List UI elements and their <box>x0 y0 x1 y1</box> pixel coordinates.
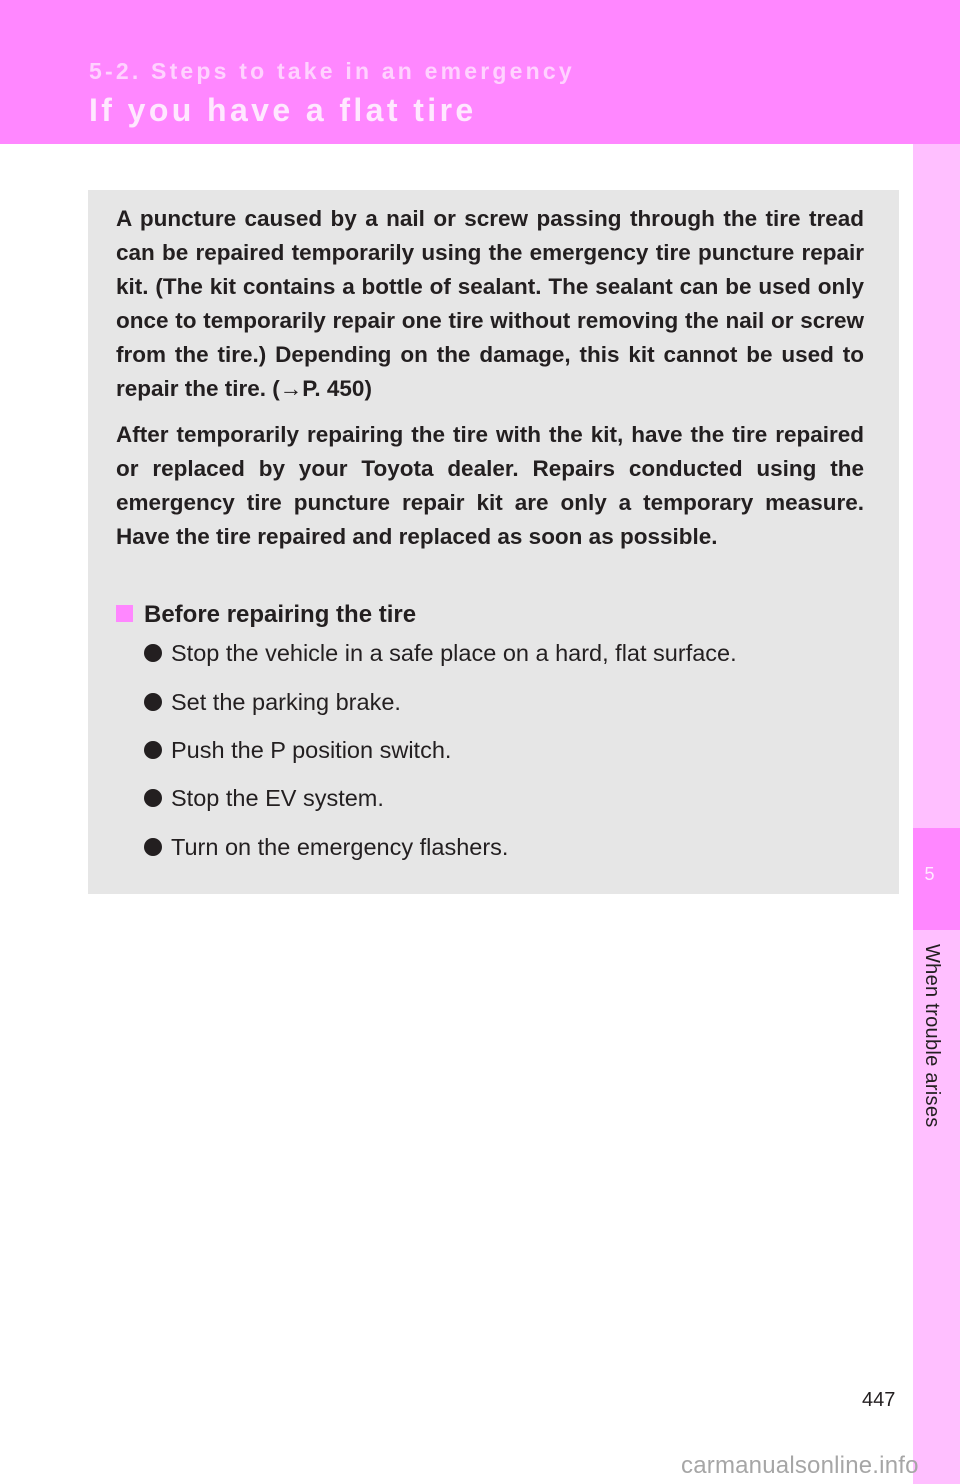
section-label: 5-2. Steps to take in an emergency <box>89 58 575 84</box>
step-item <box>144 689 401 716</box>
repair-note-paragraph: After temporarily repairing the tire with the kit, have the tire repaired or replaced by your Toyota dealer. Repairs conducted using the emergency tire puncture repair kit are only a temporary measure. Have the tire repaired and replaced as soon as possible. <box>116 422 864 549</box>
chapter-number: 5 <box>924 864 935 884</box>
step-text: Set the parking brake. <box>171 689 401 715</box>
chapter-side-tab <box>913 144 960 1484</box>
watermark: carmanualsonline.info <box>681 1452 919 1479</box>
step-item <box>144 737 451 764</box>
step-text: Turn on the emergency flashers. <box>171 834 509 860</box>
subheading-text: Before repairing the tire <box>144 601 417 628</box>
step-item <box>144 834 508 861</box>
intro-paragraph: A puncture caused by a nail or screw passing through the tire tread can be repaired temporarily using the emergency tire puncture repair kit. (The kit contains a bottle of sealant. The sealant can be used only once to temporarily repair one tire without removing the nail or screw from the tire.) Depending on the damage, this kit cannot be used to repair the tire. (→P. 450) <box>116 206 864 401</box>
square-bullet-icon <box>116 605 133 622</box>
bullet-dot-icon <box>144 693 162 711</box>
step-text: Stop the vehicle in a safe place on a hard, flat surface. <box>171 640 737 666</box>
step-item <box>144 785 384 812</box>
step-text: Push the P position switch. <box>171 737 452 763</box>
page-number: 447 <box>862 1389 896 1411</box>
page-title: If you have a flat tire <box>89 92 477 128</box>
bullet-dot-icon <box>144 741 162 759</box>
subheading-before-repairing <box>116 601 416 629</box>
bullet-dot-icon <box>144 644 162 662</box>
page-header <box>0 0 960 144</box>
bullet-dot-icon <box>144 838 162 856</box>
step-item <box>144 640 737 667</box>
bullet-dot-icon <box>144 789 162 807</box>
step-text: Stop the EV system. <box>171 785 384 811</box>
chapter-name: When trouble arises <box>921 944 943 1128</box>
